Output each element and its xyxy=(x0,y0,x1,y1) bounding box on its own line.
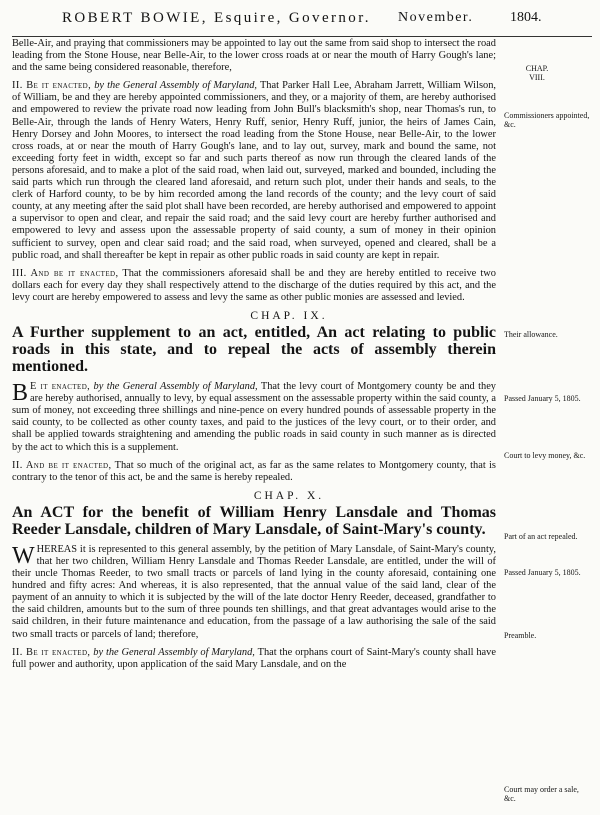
paragraph-body: That the orphans court of Saint-Mary's county shall have full power and authority, upon application of the said Mary Lansdale, and on the xyxy=(12,646,496,670)
paragraph-body: That Parker Hall Lee, Abraham Jarrett, William Wilson, of William, be and they are hereby appointed commissioners, and they, or a majority of them, are hereby authorised and empowered to review the private road now leading from John Bull's blacksmith's shop, near Thomas's run, to Belle-Air, through the lands of Henry Waters, Henry Ruff, senior, Henry Ruff, junior, the heirs of James Cain, Henry Dorsey and John Moores, to intersect the road leading from the Stone House, near Belle-Air, to the lower cross roads, at or near the mouth of Harry Gough's lane, and to lay out, survey, mark and bound the same, not exceeding forty feet in width, except so far and such parts thereof as now run through the cleared lands of the persons aforesaid, and to make a plot of the said road, when laid out, surveyed, marked and bounded, including the said parts which run through the cleared land aforesaid, and return such plot, under their hands and seals, to the clerk of Harford county, to be by him recorded among the land records of the county; and the levy court of said county, at any meeting after the said plot shall have been recorded, are hereby authorised and empowered to appoint a supervisor to open and clear, and repair the said road; and the said levy court are hereby further authorised and empowered to levy and assess upon the assessable property of said county, a sum of money in their opinion sufficient to survey, open and clear said road; and the said road, when surveyed, opened and cleared, shall be a public road, and shall thereafter be kept in repair as other public roads in said county are kept in repair. xyxy=(12,80,496,261)
chapter-heading-10: CHAP. X. xyxy=(253,489,325,502)
section-lead: II. And be it enacted, xyxy=(12,459,112,471)
paragraph-3 xyxy=(12,268,496,304)
margin-chap-number: VIII. xyxy=(529,73,545,82)
drop-cap: B xyxy=(12,380,29,407)
paragraph-4 xyxy=(12,381,496,454)
act-title-9: A Further supplement to an act, entitled, An act relating to public roads in this state, and to repeal the acts of assembly therein mentioned. xyxy=(12,324,496,376)
act-title-10: An ACT for the benefit of William Henry Lansdale and Thomas Reeder Lansdale, children of Mary Lansdale, of Saint-Mary's county. xyxy=(12,503,496,538)
paragraph-6 xyxy=(12,544,496,641)
margin-note-repealed: Part of an act repealed. xyxy=(504,532,578,541)
margin-note-commissioners: Commissioners appointed, &c. xyxy=(504,111,590,129)
margin-note-passed-ix: Passed January 5, 1805. xyxy=(504,394,581,403)
margin-note-allowance: Their allowance. xyxy=(504,330,558,339)
header-year: 1804. xyxy=(510,10,542,25)
paragraph-body: HEREAS it is represented to this general assembly, by the petition of Mary Lansdale, of Saint-Mary's county, that her two children, William Henry Lansdale and Thomas Reeder Lansdale, are entitled, under the will of their uncle Thomas Reeder, to two small tracts or parcels of land lying in the county aforesaid, containing one hundred and fifty acres: And whereas, it is also represented, that the annual value of the said land, clear of the payment of an annuity to which it is subjected by the will of the late doctor Henry Reeder, deceased, grandfather to the said children, amounts but to the sum of three pounds ten shillings, and that great advantages would arise to the said children, in their future maintenance and education, from the passage of a law authorising the sale of the said two small tracts or parcels of land; therefore, xyxy=(12,543,496,640)
section-lead: II. Be it enacted, xyxy=(12,80,92,92)
paragraph-1: Belle-Air, and praying that commissioners may be appointed to lay out the same from said shop to intersect the road leading from the Stone House, near Belle-Air, to the lower cross roads at or near the mouth of Harry Gough's lane; and the same being considered reasonable, therefore, xyxy=(12,38,496,74)
header-rule xyxy=(12,36,592,37)
paragraph-5 xyxy=(12,460,496,484)
margin-note-court-levy: Court to levy money, &c. xyxy=(504,451,586,460)
chapter-heading-9: CHAP. IX. xyxy=(250,309,328,322)
margin-note-passed-x: Passed January 5, 1805. xyxy=(504,568,581,577)
enacting-authority: by the General Assembly of Maryland, xyxy=(93,646,255,658)
drop-cap: W xyxy=(12,542,35,569)
margin-chap-viii xyxy=(512,64,562,82)
section-lead: E it enacted, xyxy=(30,381,91,393)
paragraph-body: That the commissioners aforesaid shall be and they are hereby entitled to receive two dollars each for every day they shall respectively attend to the discharge of the duties required by this act, and the levy court are hereby empowered to assess and levy the same as other public monies are assessed and levied. xyxy=(12,267,496,303)
margin-note-court-sale: Court may order a sale, &c. xyxy=(504,785,579,803)
header-month: November. xyxy=(398,10,474,25)
header-governor: ROBERT BOWIE, Esquire, Governor. xyxy=(62,10,371,26)
margin-chap-label: CHAP. xyxy=(525,64,549,73)
page-header xyxy=(16,8,586,34)
paragraph-body: That the levy court of Montgomery county be and they are hereby authorised, annually to levy, by equal assessment on the assessable property within the said county, a sum of money, not exceeding three shillings and nine-pence on every hundred pounds of assessable property in the said county, to be collected as other county taxes, and paid to the justices of the levy court, or to their order, and shall be applied towards straightening and amending the public roads in said county in such manner as is directed by the act to which this is a supplement. xyxy=(12,381,497,453)
enacting-authority: by the General Assembly of Maryland, xyxy=(93,381,258,393)
section-lead: II. Be it enacted, xyxy=(12,646,91,658)
margin-note-preamble: Preamble. xyxy=(504,631,537,640)
enacting-authority: by the General Assembly of Maryland, xyxy=(94,80,258,92)
main-text-column xyxy=(12,38,496,677)
section-lead: III. And be it enacted, xyxy=(12,267,119,279)
paragraph-body: That so much of the original act, as far as the same relates to Montgomery county, that is contrary to the tenor of this act, be and the same is hereby repealed. xyxy=(12,459,496,483)
paragraph-7 xyxy=(12,647,496,671)
paragraph-2 xyxy=(12,80,496,261)
